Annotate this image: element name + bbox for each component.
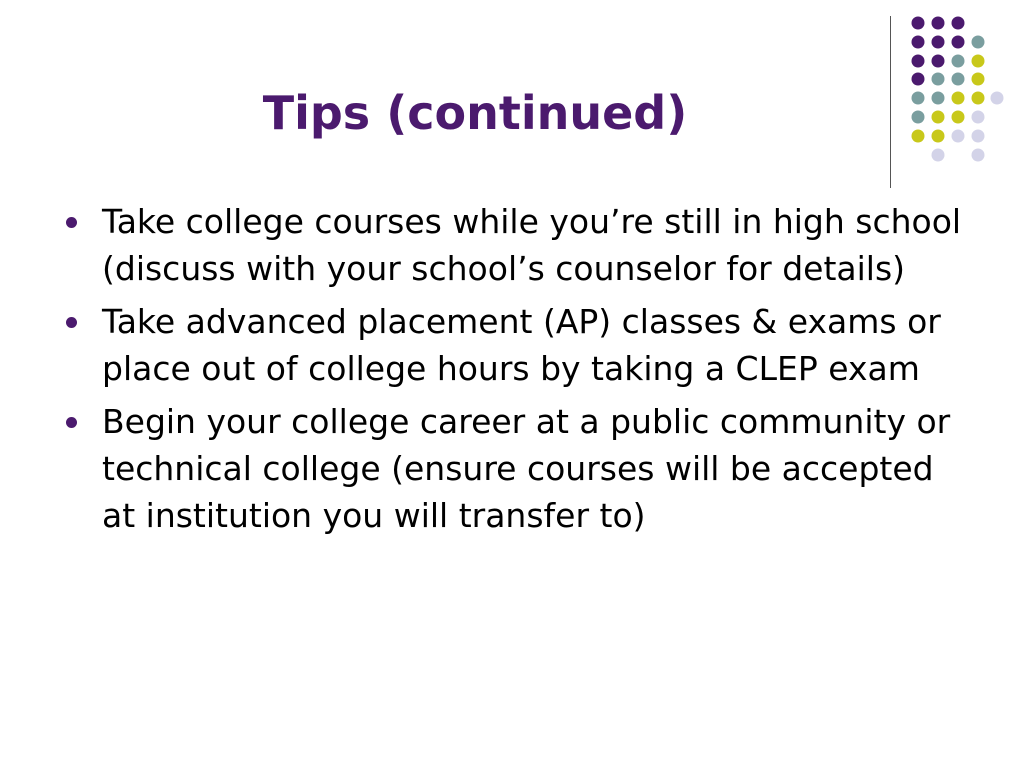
dot (932, 149, 945, 162)
dot (932, 17, 945, 30)
dot (952, 92, 965, 105)
dot (972, 92, 985, 105)
dot (991, 92, 1004, 105)
dot (972, 130, 985, 143)
bullet-icon (66, 217, 77, 228)
bullet-icon (66, 417, 77, 428)
dot (972, 36, 985, 49)
dot (952, 111, 965, 124)
dot (972, 55, 985, 68)
dot (912, 55, 925, 68)
bullet-text: Begin your college career at a public community or technical college (ensure courses will be accepted at institution you will transfer to) (102, 402, 951, 535)
dot (952, 55, 965, 68)
dot (932, 36, 945, 49)
dot (952, 73, 965, 86)
dot (932, 73, 945, 86)
dot (932, 55, 945, 68)
dot (912, 73, 925, 86)
dot (972, 149, 985, 162)
bullet-item (62, 298, 962, 392)
bullet-icon (66, 317, 77, 328)
dot (972, 73, 985, 86)
dot (912, 17, 925, 30)
dot (912, 36, 925, 49)
dot (972, 111, 985, 124)
dot (952, 17, 965, 30)
dot (952, 36, 965, 49)
bullet-item (62, 198, 962, 292)
bullet-text: Take college courses while you’re still in high school (discuss with your school’s counselor for details) (102, 202, 962, 288)
bullet-item (62, 398, 962, 539)
bullet-list (62, 198, 962, 545)
bullet-text: Take advanced placement (AP) classes & exams or place out of college hours by taking a CLEP exam (102, 302, 941, 388)
dot (952, 130, 965, 143)
slide-title: Tips (continued) (262, 86, 688, 140)
